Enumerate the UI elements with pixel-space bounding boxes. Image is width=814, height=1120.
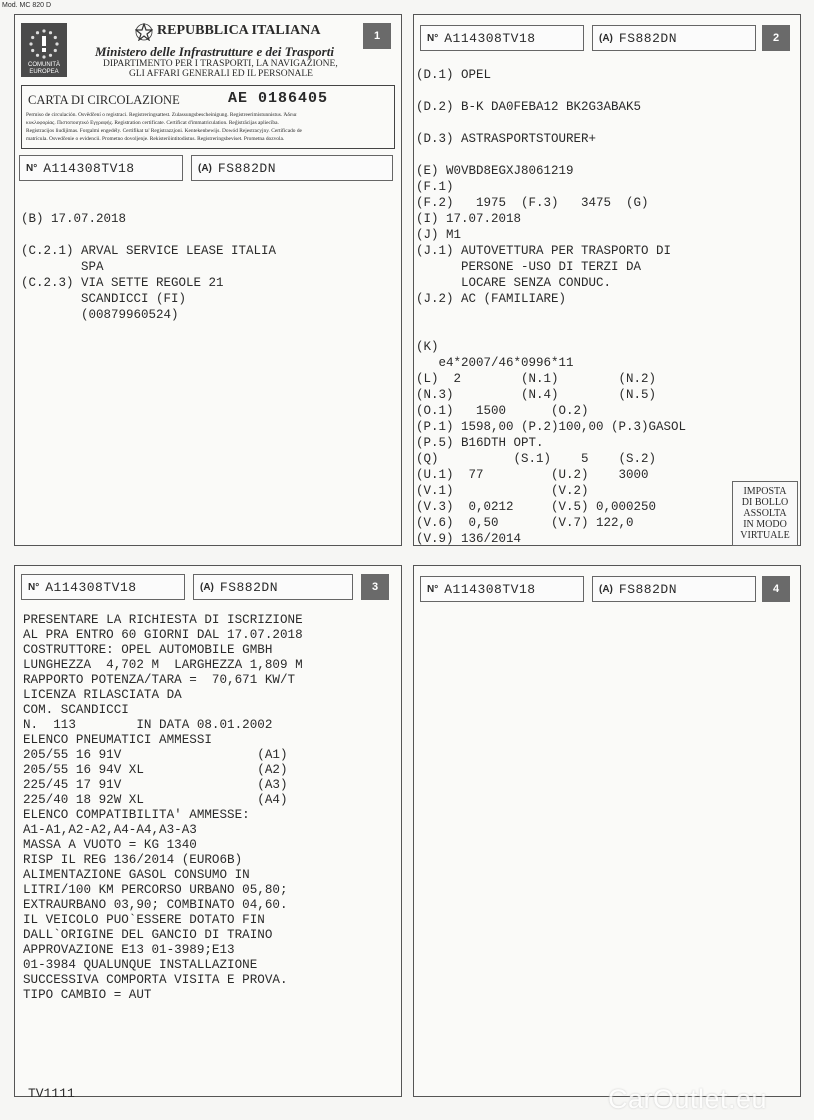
text-line: (O.1) 1500 (O.2) [416, 404, 589, 418]
text-line: 225/40 18 92W XL (A4) [23, 793, 288, 807]
panel-4 [413, 565, 801, 1097]
text-line: SUCCESSIVA COMPORTA VISITA E PROVA. [23, 973, 288, 987]
text-line: (I) 17.07.2018 [416, 212, 522, 226]
numero-box [420, 25, 584, 51]
footer-code: TV1111 [28, 1086, 75, 1101]
plate-label: (A) [599, 32, 613, 44]
tax-stamp [732, 481, 798, 546]
doc-title-box [21, 85, 395, 149]
text-line: ELENCO PNEUMATICI AMMESSI [23, 733, 212, 747]
text-line: (P.1) 1598,00 (P.2)100,00 (P.3)GASOL [416, 420, 687, 434]
text-line: PRESENTARE LA RICHIESTA DI ISCRIZIONE [23, 613, 303, 627]
eu-flag-icon [21, 23, 67, 77]
text-line: (C.2.1) ARVAL SERVICE LEASE ITALIA [21, 244, 277, 258]
text-line: IL VEICOLO PUO`ESSERE DOTATO FIN [23, 913, 265, 927]
text-line: APPROVAZIONE E13 01-3989;E13 [23, 943, 235, 957]
numero-value: A114308TV18 [444, 30, 536, 46]
text-line: e4*2007/46*0996*11 [416, 356, 574, 370]
plate-value: FS882DN [219, 579, 278, 595]
text-line: (B) 17.07.2018 [21, 212, 127, 226]
plate-value: FS882DN [618, 581, 677, 597]
republic-title: REPUBBLICA ITALIANA [157, 23, 321, 38]
translations-line-1: Permiso de circulación. Osvědčení o registraci. Registreringsattest. Zulassungsbescheinigung. Registreerimistunnistus. Άδεια [26, 112, 297, 118]
panel-number-badge: 2 [762, 25, 790, 51]
text-line: SCANDICCI (FI) [21, 292, 187, 306]
stamp-line: IMPOSTA [743, 486, 787, 497]
text-line: RAPPORTO POTENZA/TARA = 70,671 KW/T [23, 673, 296, 687]
text-line: N. 113 IN DATA 08.01.2002 [23, 718, 273, 732]
numero-label: N° [28, 581, 40, 593]
eu-caption: COMUNITÀ EUROPEA [28, 62, 60, 75]
text-line: (E) W0VBD8EGXJ8061219 [416, 164, 574, 178]
panel-3 [14, 565, 402, 1097]
text-line: (V.1) (V.2) [416, 484, 589, 498]
text-line: 01-3984 QUALUNQUE INSTALLAZIONE [23, 958, 258, 972]
text-line: 205/55 16 91V (A1) [23, 748, 288, 762]
text-line: COSTRUTTORE: OPEL AUTOMOBILE GMBH [23, 643, 273, 657]
plate-label: (A) [200, 581, 214, 593]
text-line: (00879960524) [21, 308, 179, 322]
doc-type: CARTA DI CIRCOLAZIONE [28, 93, 180, 107]
text-line: RISP IL REG 136/2014 (EURO6B) [23, 853, 243, 867]
text-line: (J.2) AC (FAMILIARE) [416, 292, 567, 306]
panel-2 [413, 14, 801, 546]
stamp-line: ASSOLTA [743, 508, 787, 519]
text-line: DALL`ORIGINE DEL GANCIO DI TRAINO [23, 928, 273, 942]
plate-label: (A) [198, 162, 212, 174]
text-line: MASSA A VUOTO = KG 1340 [23, 838, 197, 852]
numero-label: N° [427, 32, 439, 44]
panel-number-badge: 3 [361, 574, 389, 600]
text-line: EXTRAURBANO 03,90; COMBINATO 04,60. [23, 898, 288, 912]
text-line: 225/45 17 91V (A3) [23, 778, 288, 792]
plate-value: FS882DN [217, 160, 276, 176]
panel-1 [14, 14, 402, 546]
text-line: (C.2.3) VIA SETTE REGOLE 21 [21, 276, 224, 290]
text-line: (V.3) 0,0212 (V.5) 0,000250 [416, 500, 657, 514]
department-line-1: DIPARTIMENTO PER I TRASPORTI, LA NAVIGAZIONE, [103, 59, 338, 69]
ministry-name: Ministero delle Infrastrutture e dei Trasporti [95, 44, 334, 59]
text-line: (P.5) B16DTH OPT. [416, 436, 544, 450]
stamp-line: IN MODO [743, 519, 787, 530]
text-line: SPA [21, 260, 104, 274]
stamp-line: VIRTUALE [740, 530, 790, 541]
text-line: (N.3) (N.4) (N.5) [416, 388, 657, 402]
text-line: TIPO CAMBIO = AUT [23, 988, 152, 1002]
text-line: (K) [416, 340, 439, 354]
plate-value: FS882DN [618, 30, 677, 46]
watermark: CarOutlet.eu [608, 1084, 768, 1114]
plate-box [193, 574, 353, 600]
numero-box [420, 576, 584, 602]
plate-box [191, 155, 393, 181]
numero-value: A114308TV18 [444, 581, 536, 597]
text-line: (D.2) B-K DA0FEBA12 BK2G3ABAK5 [416, 100, 642, 114]
text-line: COM. SCANDICCI [23, 703, 129, 717]
translations-line-4: matrícula. Osvedčenie o evidencii. Prometno dovoljenje. Rekisteröintitodistus. Registreringsbeviset. Prometna dozvola. [26, 136, 285, 142]
numero-label: N° [427, 583, 439, 595]
text-line: A1-A1,A2-A2,A4-A4,A3-A3 [23, 823, 197, 837]
text-line: ALIMENTAZIONE GASOL CONSUMO IN [23, 868, 250, 882]
text-line: LITRI/100 KM PERCORSO URBANO 05,80; [23, 883, 288, 897]
text-line: (D.1) OPEL [416, 68, 492, 82]
form-code: Mod. MC 820 D [2, 2, 52, 9]
text-line: (F.2) 1975 (F.3) 3475 (G) [416, 196, 649, 210]
numero-value: A114308TV18 [45, 579, 137, 595]
text-line: (J) M1 [416, 228, 462, 242]
republic-emblem-icon [135, 23, 153, 41]
text-line: LOCARE SENZA CONDUC. [416, 276, 612, 290]
plate-box [592, 576, 756, 602]
plate-label: (A) [599, 583, 613, 595]
numero-value: A114308TV18 [43, 160, 135, 176]
plate-box [592, 25, 756, 51]
text-line: LUNGHEZZA 4,702 M LARGHEZZA 1,809 M [23, 658, 303, 672]
translations-line-3: Registracijos liudijimas. Forgalmi engedély. Certifikat ta' Registrazzjoni. Kentekenbewijs. Dowód Rejestracyjny. Certificado de [26, 128, 302, 134]
text-line: (Q) (S.1) 5 (S.2) [416, 452, 657, 466]
text-line: (V.9) 136/2014 [416, 532, 522, 546]
department-line-2: GLI AFFARI GENERALI ED IL PERSONALE [129, 69, 313, 79]
doc-number: AE 0186405 [228, 90, 329, 107]
numero-box [19, 155, 183, 181]
panel-number-badge: 4 [762, 576, 790, 602]
text-line: PERSONE -USO DI TERZI DA [416, 260, 642, 274]
text-line: (D.3) ASTRASPORTSTOURER+ [416, 132, 597, 146]
text-line: ELENCO COMPATIBILITA' AMMESSE: [23, 808, 250, 822]
text-line: (L) 2 (N.1) (N.2) [416, 372, 657, 386]
text-line: AL PRA ENTRO 60 GIORNI DAL 17.07.2018 [23, 628, 303, 642]
text-line: (V.6) 0,50 (V.7) 122,0 [416, 516, 634, 530]
text-line: (F.1) [416, 180, 454, 194]
text-line: (J.1) AUTOVETTURA PER TRASPORTO DI [416, 244, 672, 258]
numero-label: N° [26, 162, 38, 174]
numero-box [21, 574, 185, 600]
translations-line-2: κυκλοφορίας. Πιστοποιητικό Εγγραφής. Registration certificate. Certificat d'immatriculation. Reģistrācijas apliecība. [26, 120, 279, 126]
text-line: LICENZA RILASCIATA DA [23, 688, 182, 702]
text-line: 205/55 16 94V XL (A2) [23, 763, 288, 777]
panel-number-badge: 1 [363, 23, 391, 49]
stamp-line: DI BOLLO [741, 497, 789, 508]
text-line: (U.1) 77 (U.2) 3000 [416, 468, 649, 482]
